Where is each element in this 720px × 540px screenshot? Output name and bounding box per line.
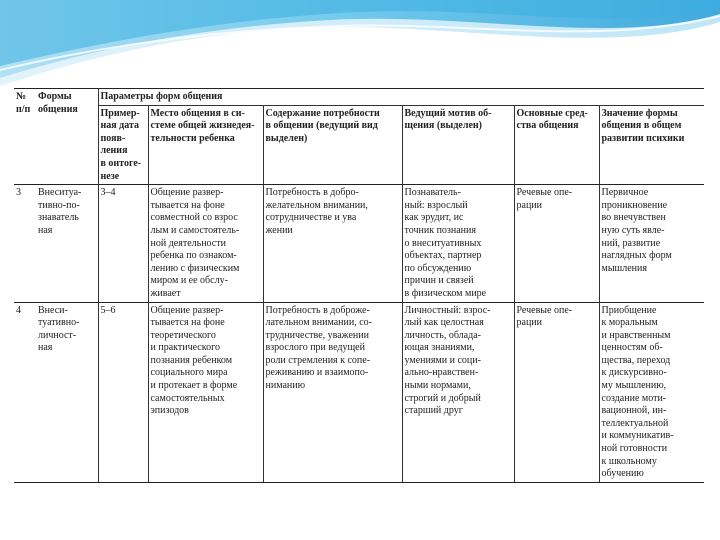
row-means: Речевые опе- рации: [514, 302, 599, 482]
table-row: [14, 185, 704, 302]
header-col-place: Место общения в си- стеме общей жизнедея- тельности ребенка: [148, 105, 263, 185]
row-age: 5–6: [98, 302, 148, 482]
header-col-means: Основные сред- ства общения: [514, 105, 599, 185]
header-number: № п/п: [14, 89, 36, 185]
row-form: Внеси- туативно- личност- ная: [36, 302, 98, 482]
header-col-meaning: Значение формы общения в общем развитии психики: [601, 107, 685, 144]
row-form: Внеситуа- тивно-по- знаватель ная: [36, 185, 98, 302]
communication-forms-table: [14, 88, 704, 483]
row-motive: Личностный: взрос- лый как целостная личность, облада- ющая знаниями, умениями и соци- ально-нравствен- ными нормами, строгий и добрый старший друг: [402, 302, 514, 482]
row-place: Общение развер- тывается на фоне теоретического и практического познания ребенком социального мира и протекает в форме самостоятельных эпизодов: [148, 302, 263, 482]
row-place: Общение развер- тывается на фоне совместной со взрос лым и самостоятель- ной деятельности ребенка по ознаком- лению с физическим миром и ее обслу- живает: [148, 185, 263, 302]
row-meaning: Первичное проникновение во внечувствен ную суть явле- ний, развитие наглядных форм мышления: [599, 185, 704, 302]
row-number: 3: [14, 185, 36, 302]
decorative-wave-banner: [0, 0, 720, 90]
row-number: 4: [14, 302, 36, 482]
row-motive: Познаватель- ный: взрослый как эрудит, ис точник познания о внеситуативных объектах, партнер по обсуждению причин и связей в физическом мире: [402, 185, 514, 302]
header-col-need: Содержание потребности в общении (ведущий вид выделен): [263, 105, 402, 185]
header-forms: Формы общения: [36, 89, 98, 185]
row-means: Речевые опе- рации: [514, 185, 599, 302]
header-col-motive: Ведущий мотив об- щения (выделен): [402, 105, 514, 185]
header-col-date: Пример- ная дата появ- ления в онтоге- незе: [98, 105, 148, 185]
table-row: [14, 302, 704, 482]
header-parameters: Параметры форм общения: [98, 89, 704, 106]
document-table-area: [14, 88, 704, 483]
row-age: 3–4: [98, 185, 148, 302]
row-need: Потребность в добро- желательном внимании, сотрудничестве и ува жении: [263, 185, 402, 302]
row-need: Потребность в доброже- лательном внимании, со- трудничестве, уважении взрослого при ведущей роли стремления к сопе- реживанию и взаимопо- ниманию: [263, 302, 402, 482]
row-meaning: Приобщение к моральным и нравственным ценностям об- щества, переход к дискурсивно- му мышлению, создание моти- вационной, ин- теллектуальной и коммуникатив- ной готовности к школьному обучению: [599, 302, 704, 482]
